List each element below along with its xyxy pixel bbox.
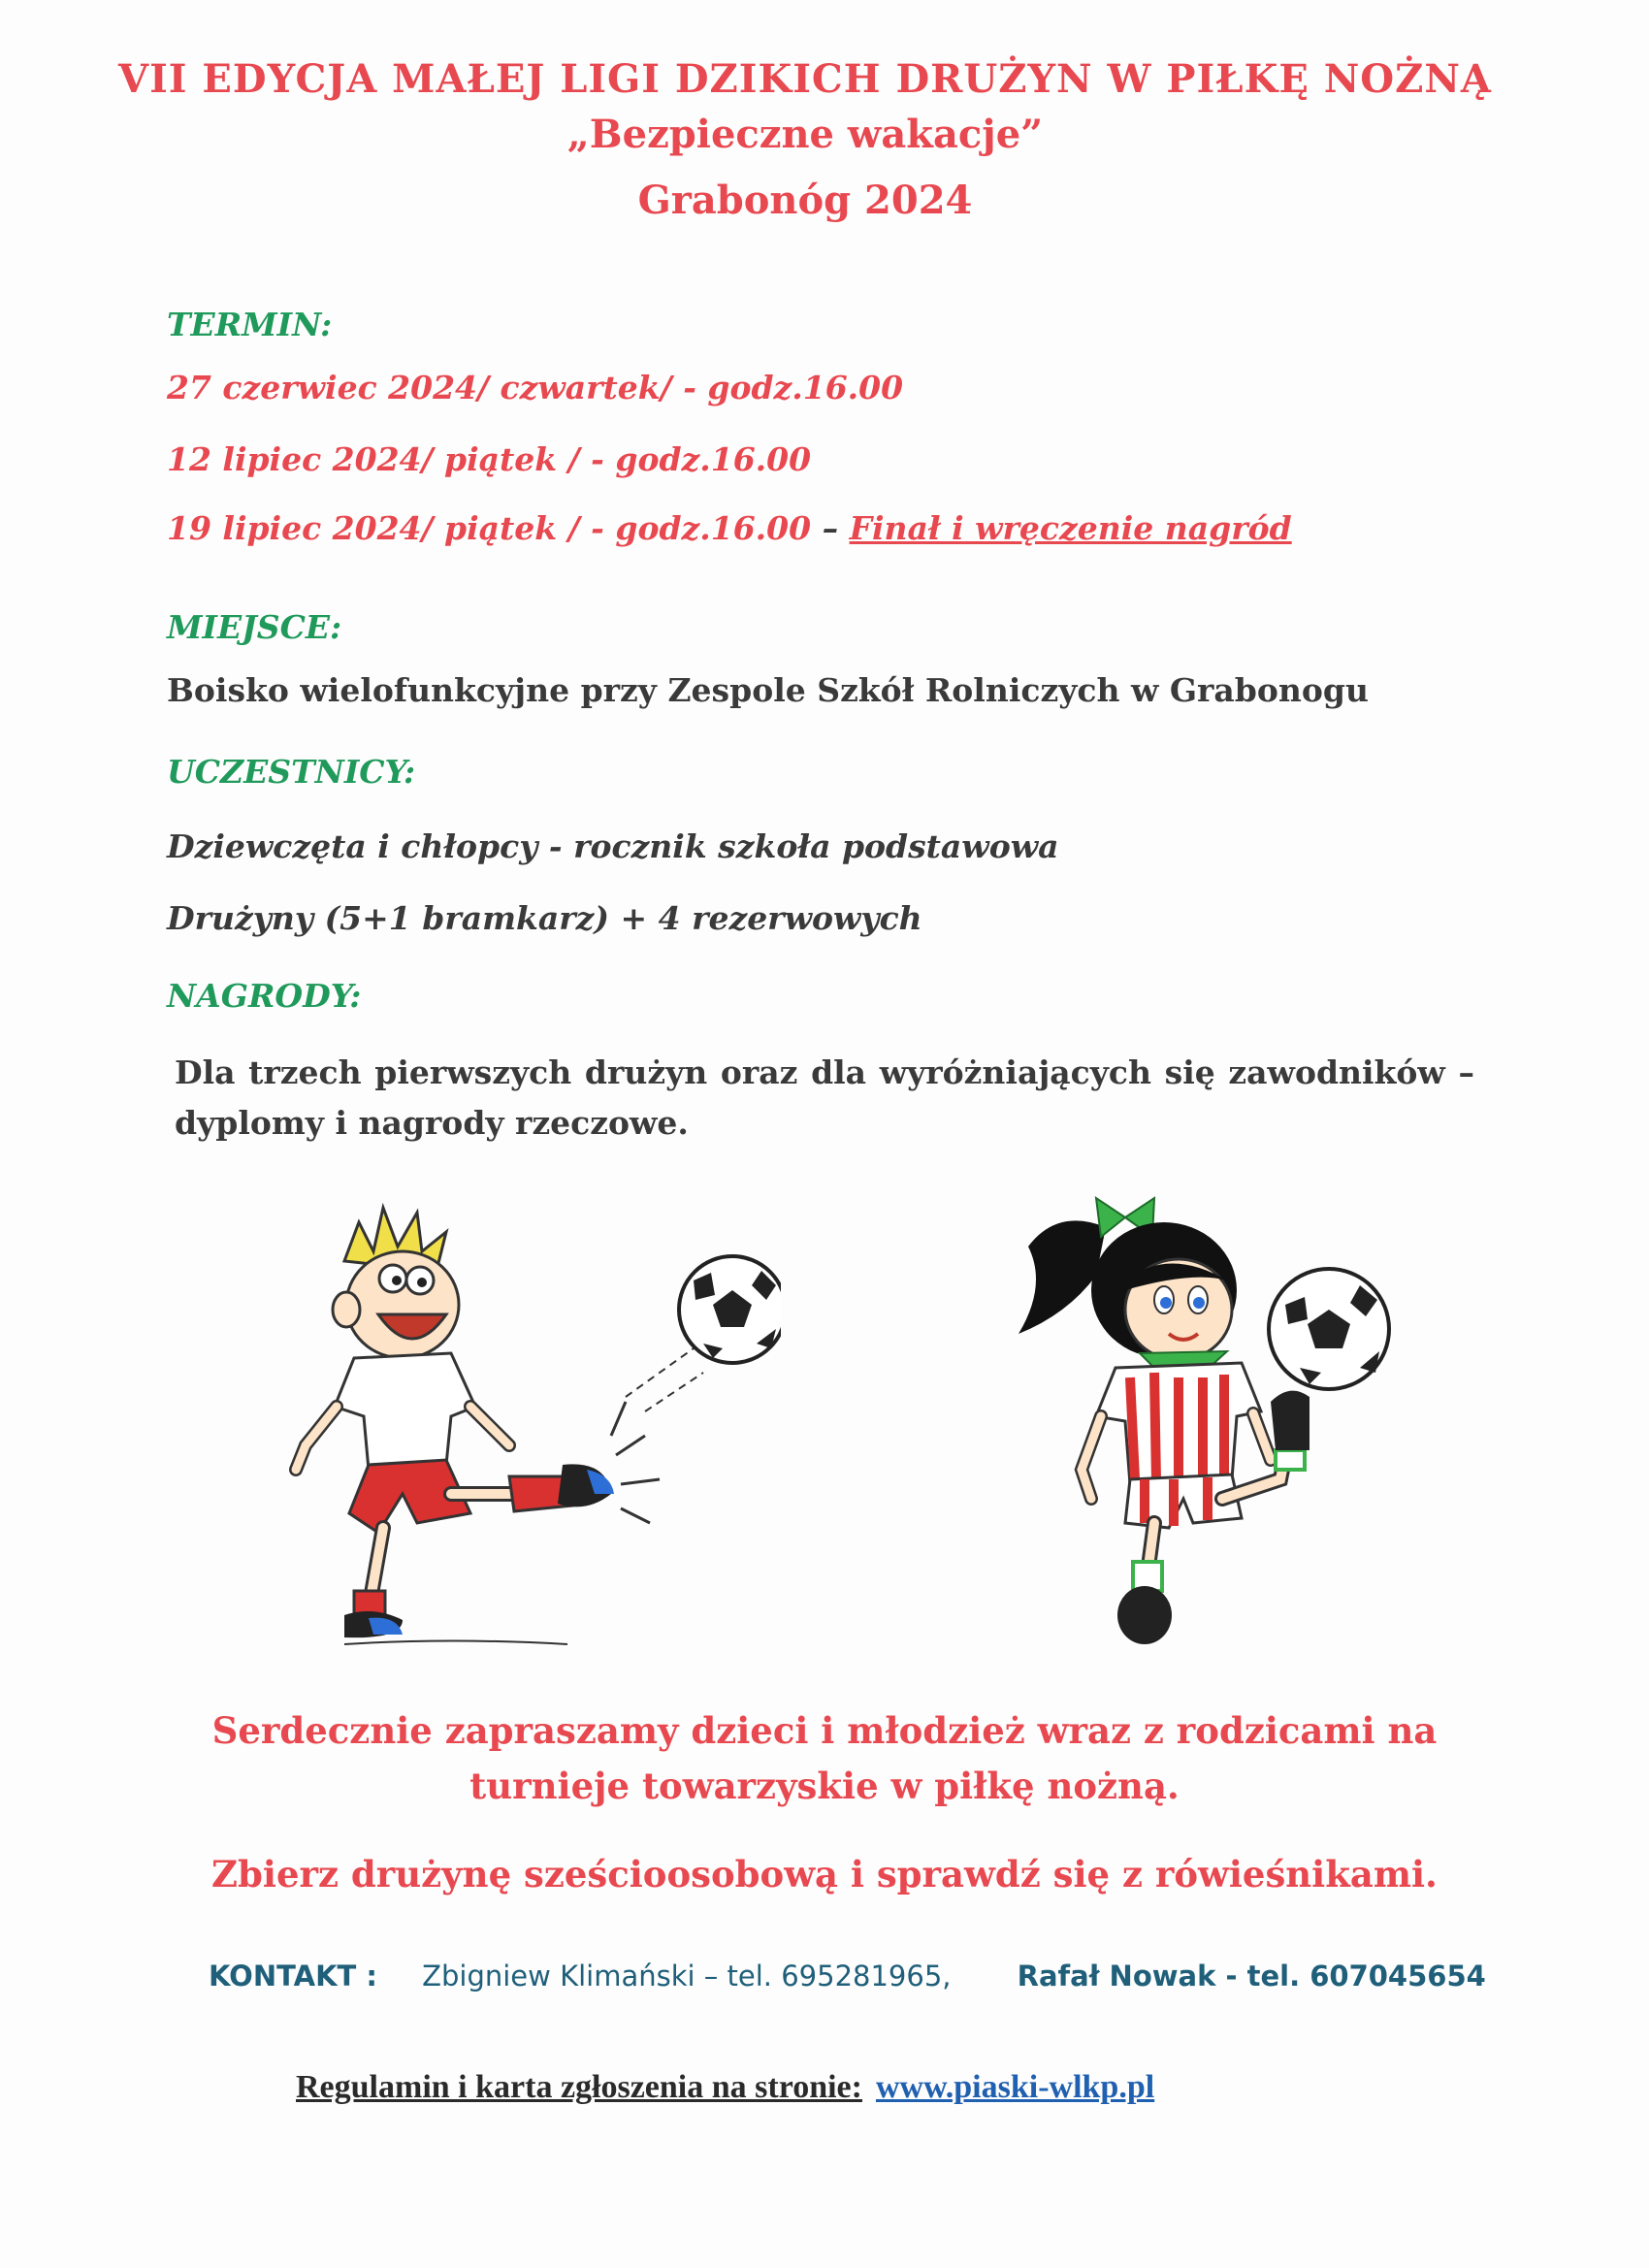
miejsce-heading: MIEJSCE: <box>167 608 342 646</box>
nagrody-heading: NAGRODY: <box>167 977 362 1015</box>
event-subtitle: „Bezpieczne wakacje” <box>566 112 1044 157</box>
invitation-line-1: Serdecznie zapraszamy dzieci i młodzież wraz z rodzicami na <box>211 1709 1438 1752</box>
uczestnicy-line-2: Drużyny (5+1 bramkarz) + 4 rezerwowych <box>167 899 922 937</box>
invitation-line-2: turnieje towarzyskie w piłkę nożną. <box>469 1765 1180 1807</box>
date-3: 19 lipiec 2024/ piątek / - godz.16.00 <box>167 509 812 547</box>
miejsce-text: Boisko wielofunkcyjne przy Zespole Szkół Rolniczych w Grabonogu <box>167 671 1369 709</box>
footer-label: Regulamin i karta zgłoszenia na stronie: <box>296 2069 862 2105</box>
footer-row <box>296 2069 1154 2106</box>
uczestnicy-heading: UCZESTNICY: <box>167 753 416 791</box>
girl-football-illustration <box>999 1188 1406 1654</box>
boy-football-illustration <box>276 1203 781 1659</box>
termin-heading: TERMIN: <box>167 306 333 343</box>
invitation-line-3: Zbierz drużynę sześcioosobową i sprawdź się z rówieśnikami. <box>211 1853 1438 1895</box>
date-2: 12 lipiec 2024/ piątek / - godz.16.00 <box>167 440 812 478</box>
contact-label: KONTAKT : <box>209 1960 378 1993</box>
footer-url-link[interactable]: www.piaski-wlkp.pl <box>875 2069 1155 2105</box>
final-label: Finał i wręczenie nagród <box>849 509 1292 547</box>
uczestnicy-line-1: Dziewczęta i chłopcy - rocznik szkoła podstawowa <box>167 827 1059 865</box>
contact-person-1: Zbigniew Klimański – tel. 695281965, <box>422 1960 952 1993</box>
nagrody-text: Dla trzech pierwszych drużyn oraz dla wyróżniających się zawodników – dyplomy i nagrody rzeczowe. <box>175 1053 1474 1142</box>
date-3-row <box>167 509 1292 547</box>
contact-person-2: Rafał Nowak - tel. 607045654 <box>1017 1960 1486 1993</box>
final-separator: – <box>811 509 850 547</box>
event-place-year: Grabonóg 2024 <box>637 178 973 223</box>
contact-row <box>209 1960 1486 1993</box>
date-1: 27 czerwiec 2024/ czwartek/ - godz.16.00 <box>167 369 904 406</box>
event-title: VII EDYCJA MAŁEJ LIGI DZIKICH DRUŻYN W PIŁKĘ NOŻNĄ <box>118 56 1492 102</box>
